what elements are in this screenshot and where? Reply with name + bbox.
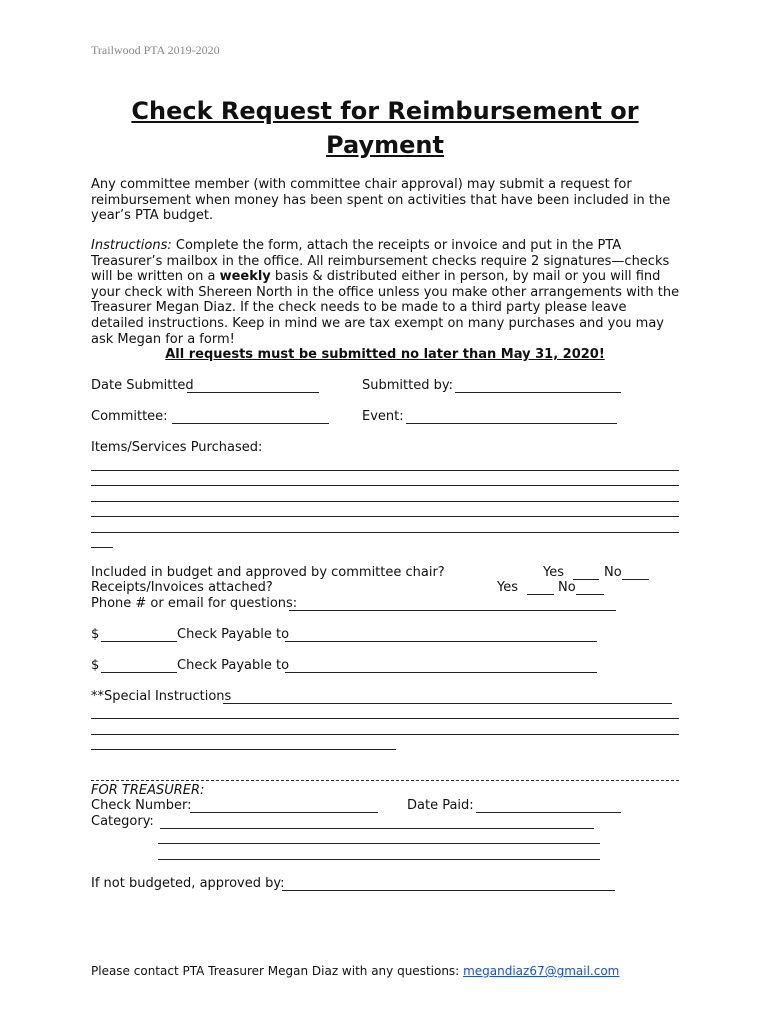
check-number-line[interactable]	[190, 812, 378, 813]
category-line[interactable]	[158, 859, 600, 860]
items-line[interactable]	[91, 532, 679, 533]
receipts-no-label: No	[558, 580, 576, 595]
items-line[interactable]	[91, 485, 679, 486]
category-label: Category:	[91, 814, 154, 829]
phone-line[interactable]	[289, 610, 616, 611]
items-line[interactable]	[91, 547, 113, 548]
check-payable-label: Check Payable to	[177, 658, 290, 673]
header-text: Trailwood PTA 2019-2020	[91, 43, 220, 57]
category-line[interactable]	[158, 843, 600, 844]
check-number-label: Check Number:	[91, 798, 192, 813]
items-label: Items/Services Purchased:	[91, 440, 263, 455]
special-instructions-line[interactable]	[91, 718, 679, 719]
items-line[interactable]	[91, 470, 679, 471]
date-submitted-line[interactable]	[187, 392, 319, 393]
special-instructions-line[interactable]	[91, 734, 679, 735]
phone-label: Phone # or email for questions:	[91, 596, 298, 611]
budget-yes-line[interactable]	[573, 579, 599, 580]
budget-yes-label: Yes	[543, 565, 564, 580]
category-line[interactable]	[160, 828, 594, 829]
date-submitted-label: Date Submitted	[91, 378, 194, 393]
not-budgeted-line[interactable]	[282, 890, 615, 891]
amount-line[interactable]	[101, 641, 177, 642]
page-title-line2: Payment	[326, 131, 444, 159]
check-payable-line[interactable]	[285, 641, 597, 642]
intro-paragraph: Any committee member (with committee chair approval) may submit a request for reimbursement when money has been spent on activities that have been included in the year’s PTA budget.	[91, 177, 671, 224]
submitted-by-label: Submitted by:	[362, 378, 453, 393]
budget-no-label: No	[604, 565, 622, 580]
page-title-line1: Check Request for Reimbursement or	[131, 97, 639, 125]
dashed-divider	[91, 780, 679, 781]
amount-line[interactable]	[101, 672, 177, 673]
treasurer-heading: FOR TREASURER:	[91, 783, 205, 798]
special-instructions-label: **Special Instructions	[91, 689, 232, 704]
instructions-paragraph	[91, 238, 681, 347]
committee-label: Committee:	[91, 409, 168, 424]
items-line[interactable]	[91, 501, 679, 502]
budget-no-line[interactable]	[622, 579, 649, 580]
deadline-notice: All requests must be submitted no later than May 31, 2020!	[165, 347, 605, 362]
receipts-yes-label: Yes	[497, 580, 518, 595]
special-instructions-line[interactable]	[91, 749, 396, 750]
footer-text: Please contact PTA Treasurer Megan Diaz with any questions:	[91, 964, 460, 978]
event-line[interactable]	[406, 423, 617, 424]
date-paid-line[interactable]	[476, 812, 621, 813]
budget-question: Included in budget and approved by committee chair?	[91, 565, 445, 580]
dollar-sign: $	[91, 658, 100, 673]
committee-line[interactable]	[172, 423, 329, 424]
submitted-by-line[interactable]	[455, 392, 621, 393]
instructions-label: Instructions:	[91, 238, 172, 253]
check-payable-label: Check Payable to	[177, 627, 290, 642]
instructions-text-2: basis & distributed either in person, by mail or you will find your check with Shereen North in the office unless you make other arrangements with the Treasurer Megan Diaz.	[91, 269, 680, 316]
date-paid-label: Date Paid:	[407, 798, 474, 813]
items-line[interactable]	[91, 516, 679, 517]
instructions-text-3: If the check needs to be made to a third party please leave detailed instructions. Keep in mind we are tax exempt on many purchases and you may ask Megan for a form!	[91, 300, 664, 347]
receipts-yes-line[interactable]	[527, 594, 554, 595]
receipts-no-line[interactable]	[576, 594, 604, 595]
receipts-question: Receipts/Invoices attached?	[91, 580, 273, 595]
instructions-text-1: Complete the form, attach the receipts or invoice and put in the PTA Treasurer’s mailbox in the office. All reimbursement checks require 2 signatures—checks will be written on a	[91, 238, 670, 285]
special-instructions-line[interactable]	[223, 703, 672, 704]
instructions-weekly: weekly	[219, 269, 271, 285]
event-label: Event:	[362, 409, 404, 424]
not-budgeted-label: If not budgeted, approved by:	[91, 876, 285, 891]
dollar-sign: $	[91, 627, 100, 642]
check-payable-line[interactable]	[285, 672, 597, 673]
footer-contact	[91, 963, 619, 979]
treasurer-email-link[interactable]: megandiaz67@gmail.com	[463, 964, 620, 978]
